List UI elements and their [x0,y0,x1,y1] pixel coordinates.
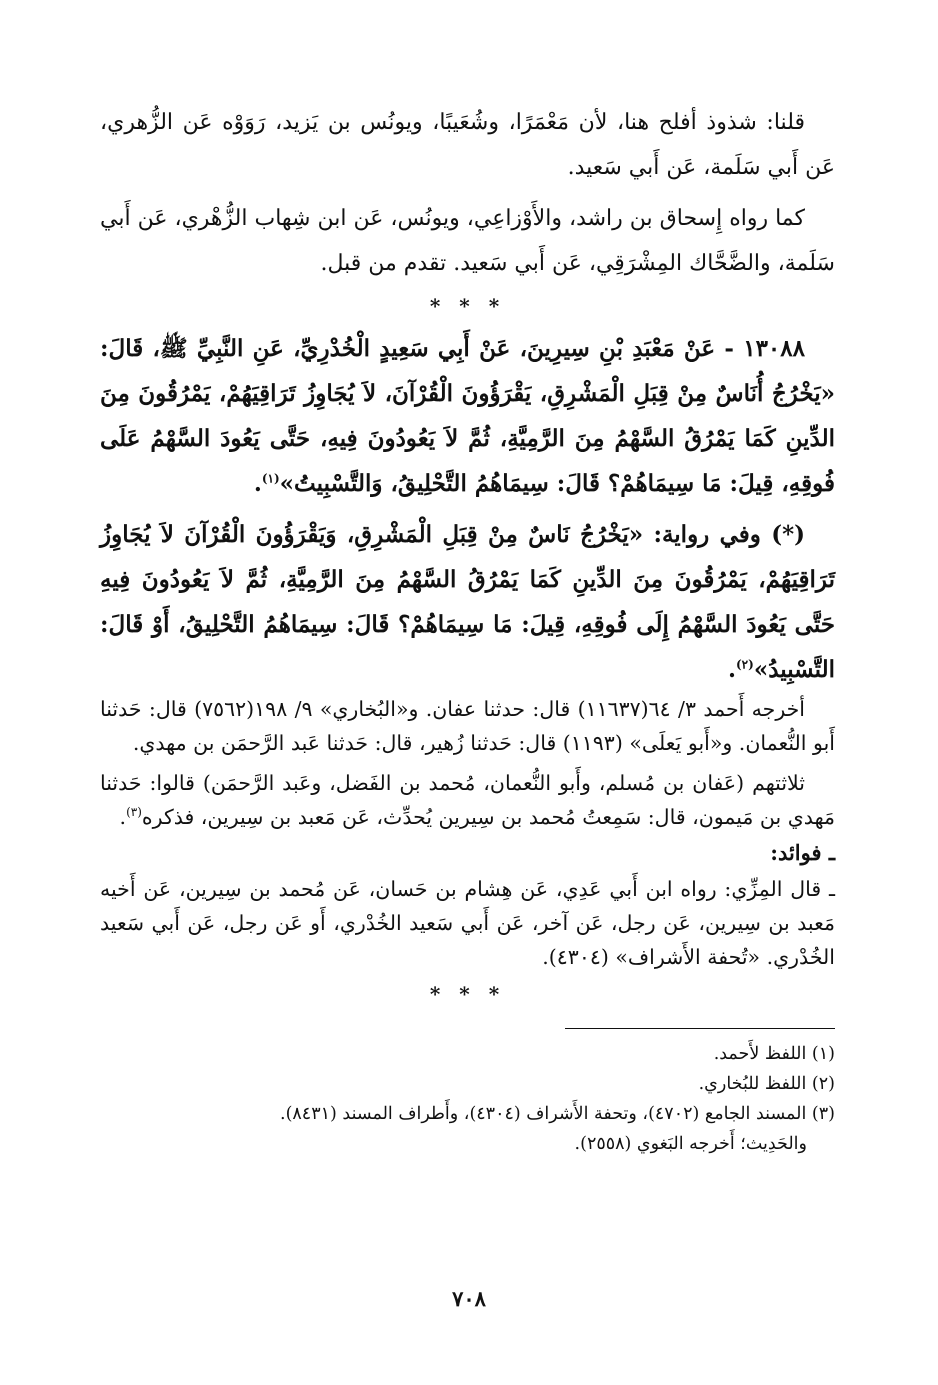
takhrij-paragraph-1: أخرجه أَحمد ٣/ ٦٤(١١٦٣٧) قال: حدثنا عفان. و«البُخاري» ٩/ ١٩٨(٧٥٦٢) قال: حَدثنا أَبو النُّعمان. و«أَبو يَعلَى» (١١٩٣) قال: حَدثنا زُهير، قال: حَدثنا عَبد الرَّحمَن بن مهدي. [100,697,835,755]
variant-text: «يَخْرُجُ نَاسٌ مِنْ قِبَلِ الْمَشْرِقِ، وَيَقْرَؤُونَ الْقُرْآنَ لاَ يُجَاوِزُ تَرَاقِيَهُمْ، يَمْرُقُونَ مِنَ الدِّينِ كَمَا يَمْرُقُ السَّهْمُ مِنَ الرَّمِيَّةِ، ثُمَّ لاَ يَعُودُونَ فِيهِ حَتَّى يَعُودَ السَّهْمُ إِلَى فُوقِهِ، قِيلَ: مَا سِيمَاهُمْ؟ قَالَ: سِيمَاهُمُ التَّحْلِيقُ، أَوْ قَالَ: التَّسْبِيدُ» [100,521,835,683]
footnote-2: (٢) اللفظ للبُخاري. [698,1074,835,1094]
footnote-marker: (٢) [735,657,754,672]
footnote-rule [565,1028,835,1029]
hadith-block: ١٣٠٨٨ - عَنْ مَعْبَدِ بْنِ سِيرِينَ، عَنْ أَبِي سَعِيدٍ الْخُدْرِيِّ، عَنِ النَّبِيِّ ﷺ، قَالَ: «يَخْرُجُ أُنَاسٌ مِنْ قِبَلِ الْمَشْرِقِ، يَقْرَؤُونَ الْقُرْآنَ، لاَ يُجَاوِزُ تَرَاقِيَهُمْ، يَمْرُقُونَ مِنَ الدِّينِ كَمَا يَمْرُقُ السَّهْمُ مِنَ الرَّمِيَّةِ، ثُمَّ لاَ يَعُودُونَ فِيهِ، حَتَّى يَعُودَ السَّهْمُ عَلَى فُوقِهِ، قِيلَ: مَا سِيمَاهُمْ؟ قَالَ: سِيمَاهُمُ التَّحْلِيقُ، وَالتَّسْبِيتُ»$^{(١)}$. [100,335,835,497]
variant-lead: (*) وفي رواية: [653,521,805,548]
footnote-1: (١) اللفظ لأَحمد. [713,1044,835,1064]
hadith-text: «يَخْرُجُ أُنَاسٌ مِنْ قِبَلِ الْمَشْرِقِ، يَقْرَؤُونَ الْقُرْآنَ، لاَ يُجَاوِزُ تَرَاقِيَهُمْ، يَمْرُقُونَ مِنَ الدِّينِ كَمَا يَمْرُقُ السَّهْمُ مِنَ الرَّمِيَّةِ، ثُمَّ لاَ يَعُودُونَ فِيهِ، حَتَّى يَعُودَ السَّهْمُ عَلَى فُوقِهِ، قِيلَ: مَا سِيمَاهُمْ؟ قَالَ: سِيمَاهُمُ التَّحْلِيقُ، وَالتَّسْبِيتُ» [100,380,835,497]
hadith-chain: عَنْ مَعْبَدِ بْنِ سِيرِينَ، عَنْ أَبِي سَعِيدٍ الْخُدْرِيِّ، عَنِ النَّبِيِّ ﷺ، قَالَ: [100,335,716,362]
benefits-heading: ـ فوائد: [770,840,835,865]
section-separator: * * * [429,982,506,1006]
benefits-text: ـ قال المِزِّي: رواه ابن أَبي عَدِي، عَن هِشام بن حَسان، عَن مُحمد بن سِيرين، عَن أَخيه مَعبد بن سِيرين، عَن رجل، عَن آخر، عَن أَبي سَعيد الخُدْري، أَو عَن رجل، عَن أَبي سَعيد الخُدْري. «تُحفة الأَشراف» (٤٣٠٤). [100,877,835,969]
hadith-number: ١٣٠٨٨ - [724,335,805,362]
footnote-marker: (٣) [126,805,142,820]
variant-narration: (*) وفي رواية: «يَخْرُجُ نَاسٌ مِنْ قِبَلِ الْمَشْرِقِ، وَيَقْرَؤُونَ الْقُرْآنَ لاَ يُجَاوِزُ تَرَاقِيَهُمْ، يَمْرُقُونَ مِنَ الدِّينِ كَمَا يَمْرُقُ السَّهْمُ مِنَ الرَّمِيَّةِ، ثُمَّ لاَ يَعُودُونَ فِيهِ حَتَّى يَعُودَ السَّهْمُ إِلَى فُوقِهِ، قِيلَ: مَا سِيمَاهُمْ؟ قَالَ: سِيمَاهُمُ التَّحْلِيقُ، أَوْ قَالَ: التَّسْبِيدُ»$^{(٢)}$. [100,521,835,683]
commentary-paragraph-1: قلنا: شذوذ أفلح هنا، لأن مَعْمَرًا، وشُعَيبًا، ويونُس بن يَزيد، رَوَوْه عَن الزُّهري، عَن أَبي سَلَمة، عَن أَبي سَعيد. [100,110,835,180]
page-number: ٧٠٨ [452,1286,486,1311]
takhrij-paragraph-2: ثلاثتهم (عَفان بن مُسلم، وأَبو النُّعمان، مُحمد بن الفَضل، وعَبد الرَّحمَن) قالوا: حَدثنا مَهدي بن مَيمون، قال: سَمِعتُ مُحمد بن سِيرين يُحدِّث، عَن مَعبد بن سِيرين، فذكره$^{(٣)}$. [100,771,835,829]
section-separator: * * * [429,294,506,318]
footnote-3: (٣) المسند الجامع (٤٧٠٢)، وتحفة الأَشراف (٤٣٠٤)، وأَطراف المسند (٨٤٣١). [280,1104,835,1124]
footnote-3-continuation: والحَدِيث؛ أَخرجه البَغوي (٢٥٥٨). [574,1134,807,1154]
page-content [100,100,835,1159]
footnote-marker: (١) [261,471,280,486]
commentary-paragraph-2: كما رواه إِسحاق بن راشد، والأَوْزاعِي، ويونُس، عَن ابن شِهاب الزُّهْري، عَن أَبي سَلَمة، والضَّحَّاك المِشْرَقِي، عَن أَبي سَعيد. تقدم من قبل. [100,206,835,276]
